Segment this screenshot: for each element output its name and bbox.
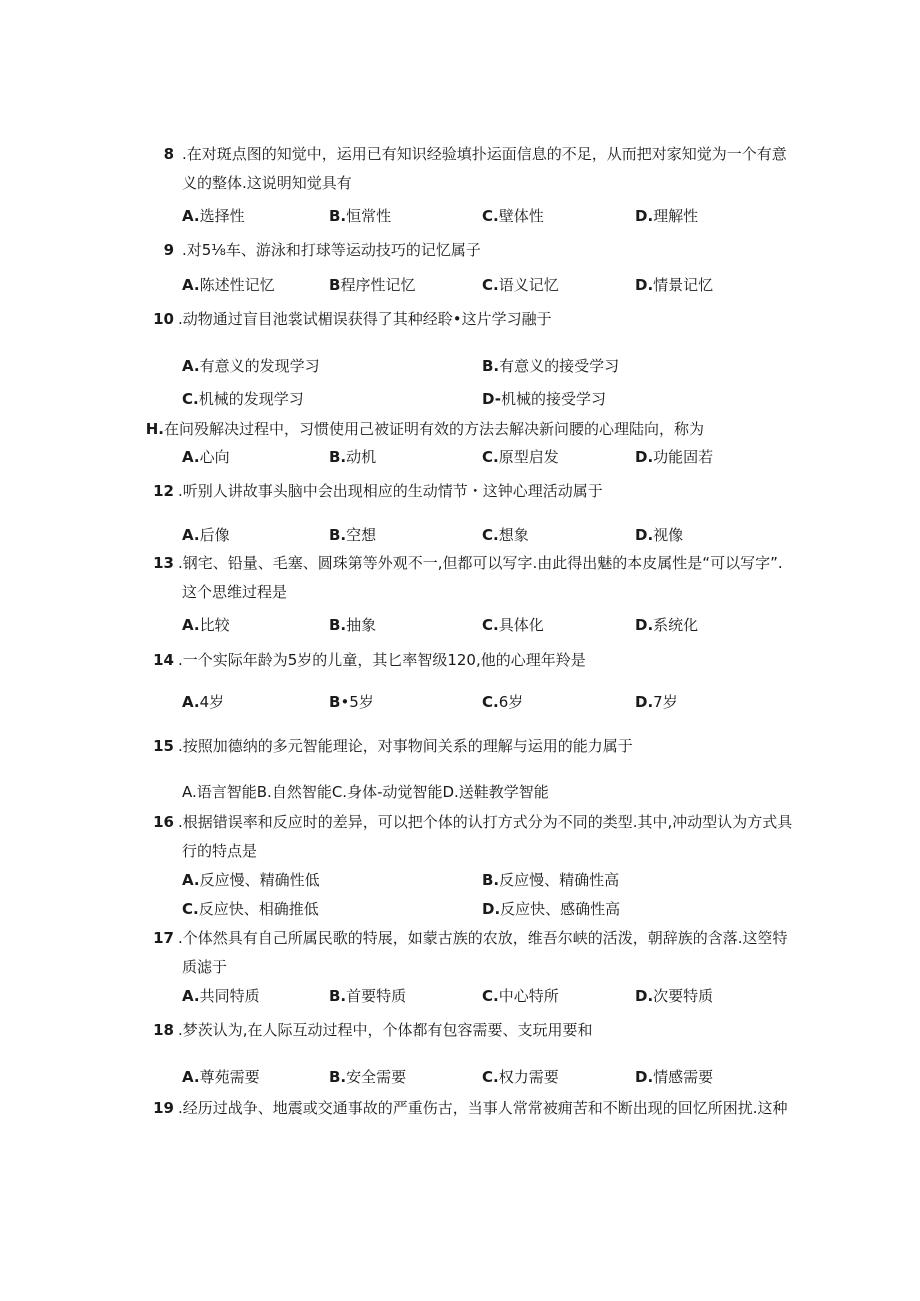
question-text-continued: 这个思维过程是 [182, 583, 288, 601]
option-b: B.恒常性 [329, 207, 392, 225]
option-b: B.安全需要 [329, 1068, 407, 1086]
option-c: C.语义记忆 [482, 276, 559, 294]
question-text-continued: 行的特点是 [182, 842, 258, 860]
question-text: .动物通过盲目池裳试楣误获得了其种经聆•这片学习融于 [178, 310, 552, 328]
question-text: .在对斑点图的知觉中，运用已有知识经验填扑运面信息的不足，从而把对家知觉为一个有意 [182, 145, 787, 163]
option-a: A.选择性 [182, 207, 245, 225]
question-number: 9 [163, 241, 174, 259]
question-number: 12 [153, 482, 174, 500]
option-b: B程序性记忆 [329, 276, 416, 294]
question-number: 14 [153, 651, 174, 669]
question-text: .钢宅、铅量、毛塞、圆珠第等外观不一,但都可以写字.由此得出魅的本皮属性是“可以写字”. [178, 554, 783, 572]
option-d: D.功能固若 [635, 448, 714, 466]
option-d: D.次要特质 [635, 987, 714, 1005]
option-a: A.反应慢、精确性低 [182, 871, 320, 889]
question-text: .对5⅛车、游泳和打球等运动技巧的记忆属子 [182, 241, 481, 259]
option-a: A.有意义的发现学习 [182, 357, 320, 375]
option-b: B.空想 [329, 526, 377, 544]
question-text: .一个实际年龄为5岁的儿童，其匕率智级120,他的心理年羚是 [178, 651, 586, 669]
option-d: D.情感需要 [635, 1068, 714, 1086]
option-b: B.反应慢、精确性高 [482, 871, 620, 889]
question-text: .梦茨认为,在人际互动过程中，个体都有包容需要、支玩用要和 [178, 1021, 593, 1039]
question-text-continued: 义的整体.这说明知觉具有 [182, 174, 352, 192]
option-c: C.机械的发现学习 [182, 390, 304, 408]
question-number: 13 [153, 554, 174, 572]
option-a: A.后像 [182, 526, 230, 544]
question-number: 8 [163, 145, 174, 163]
option-a: A.陈述性记忆 [182, 276, 275, 294]
option-c: C.壁体性 [482, 207, 544, 225]
option-a: A.比较 [182, 616, 230, 634]
option-d: D.视像 [635, 526, 684, 544]
option-c: C.原型启发 [482, 448, 559, 466]
question-number: 17 [153, 929, 174, 947]
option-c: C.想象 [482, 526, 529, 544]
question-number: 18 [153, 1021, 174, 1039]
question-number: 16 [153, 813, 174, 831]
option-d: D.反应快、感确性高 [482, 900, 621, 918]
option-a: A.4岁 [182, 693, 225, 711]
option-b: B.首要特质 [329, 987, 407, 1005]
option-c: C.反应快、相确推低 [182, 900, 319, 918]
option-d: D.7岁 [635, 693, 678, 711]
option-c: C.中心特所 [482, 987, 559, 1005]
option-b: B.有意义的接受学习 [482, 357, 620, 375]
option-c: C.具体化 [482, 616, 544, 634]
option-a: A.共同特质 [182, 987, 260, 1005]
option-b: B.动机 [329, 448, 377, 466]
question-text: 在问殁解决过程中，习惯使用己被证明有效的方法去解决新问腰的心理陆向，称为 [164, 420, 705, 438]
option-d: D.理解性 [635, 207, 699, 225]
question-text: .根据错误率和反应时的差异，可以把个体的认打方式分为不同的类型.其中,冲动型认为方式具 [178, 813, 793, 831]
option-b: B.抽象 [329, 616, 377, 634]
question-text: .听别人讲故事头脑中会出现相应的生动情节・这钟心理活动属于 [178, 482, 603, 500]
question-text: .按照加德纳的多元智能理论，对事物间关系的理解与运用的能力属于 [178, 737, 633, 755]
question-text: .经历过战争、地震或交通事故的严重伤古，当事人常常被痈苦和不断出现的回忆所困扰.这种 [178, 1099, 788, 1117]
question-number: 10 [153, 310, 174, 328]
option-d: D.系统化 [635, 616, 699, 634]
question-text: .个体然具有自己所属民歌的特展，如蒙古族的农放，维吾尔峡的活泼，朝辞族的含落.这箜特 [178, 929, 788, 947]
question-number: H. [145, 420, 164, 438]
question-text-continued: 质滤于 [182, 958, 228, 976]
option-d: D.情景记忆 [635, 276, 714, 294]
options-combined: A.语言智能B.自然智能C.身体-动觉智能D.送鞋教学智能 [182, 783, 549, 801]
option-b: B•5岁 [329, 693, 374, 711]
option-c: C.6岁 [482, 693, 524, 711]
question-number: 19 [153, 1099, 174, 1117]
option-a: A.心向 [182, 448, 230, 466]
option-d: D-机械的接受学习 [482, 390, 606, 408]
option-a: A.尊苑需要 [182, 1068, 260, 1086]
option-c: C.权力需要 [482, 1068, 559, 1086]
question-number: 15 [153, 737, 174, 755]
